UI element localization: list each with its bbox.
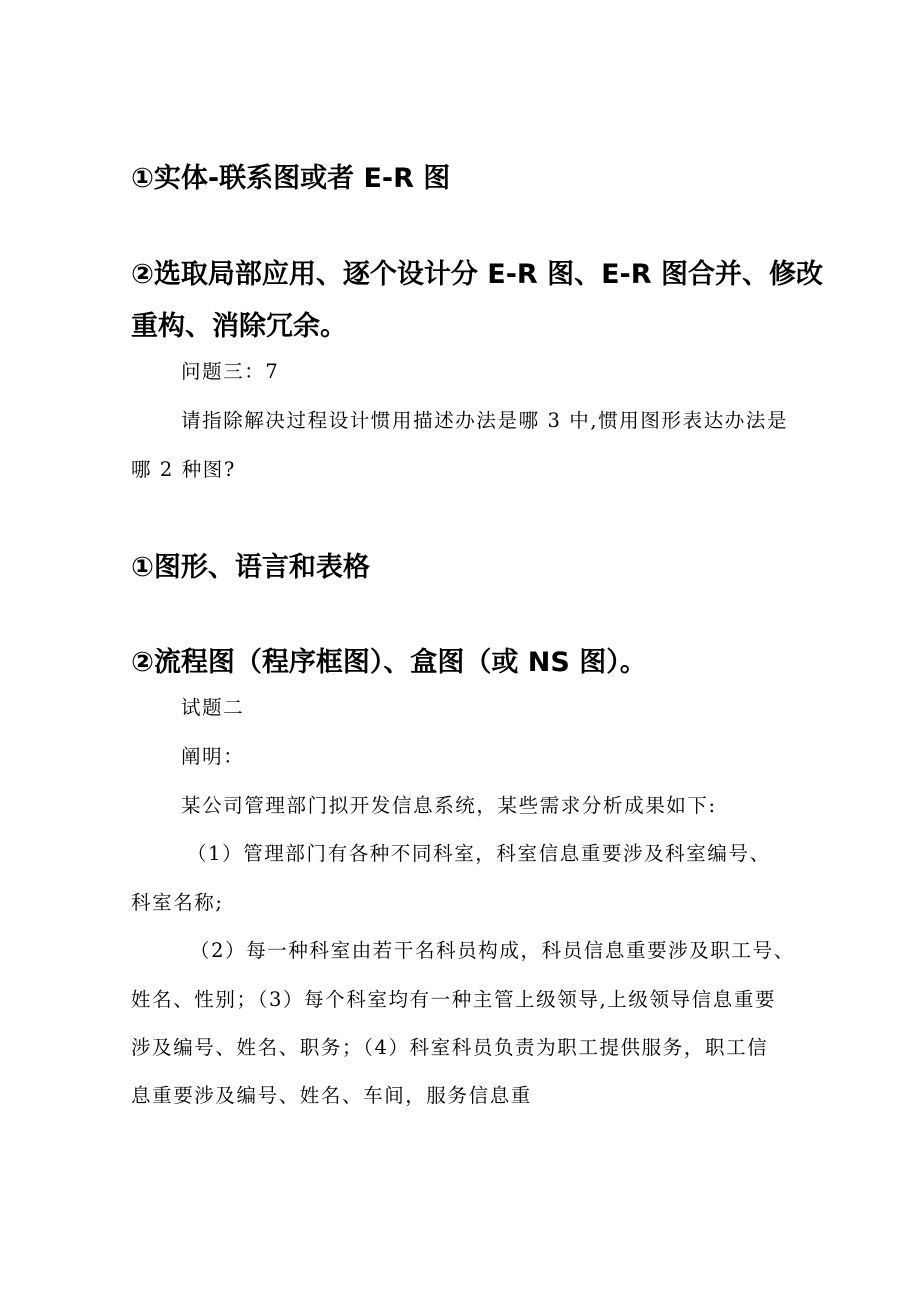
answer-design-steps-line2: 重构、消除冗余。 bbox=[131, 311, 347, 342]
answer-design-steps-line1: ②选取局部应用、逐个设计分 E-R 图、E-R 图合并、修改 bbox=[131, 259, 823, 290]
answer-er-diagram: ①实体-联系图或者 E-R 图 bbox=[131, 163, 451, 194]
requirement-item2-line3: 涉及编号、姓名、职务；（4）科室科员负责为职工提供服务，职工信 bbox=[131, 1036, 769, 1059]
exam-two-intro: 某公司管理部门拟开发信息系统，某些需求分析成果如下: bbox=[181, 794, 717, 817]
answer-graphic-methods: ②流程图（程序框图）、盒图（或 NS 图）。 bbox=[131, 647, 647, 678]
requirement-item1-line2: 科室名称; bbox=[131, 891, 224, 914]
question-three-prompt-line2: 哪 2 种图? bbox=[131, 458, 236, 481]
question-three-prompt-line1: 请指除解决过程设计惯用描述办法是哪 3 中,惯用图形表达办法是 bbox=[181, 409, 789, 432]
question-three-title: 问题三：7 bbox=[181, 360, 280, 383]
exam-two-title: 试题二 bbox=[181, 696, 245, 719]
requirement-item2-line1: （2）每一种科室由若干名科员构成，科员信息重要涉及职工号、 bbox=[190, 939, 795, 962]
requirement-item2-line4: 息重要涉及编号、姓名、车间，服务信息重 bbox=[131, 1084, 532, 1107]
requirement-item2-line2: 姓名、性别；（3）每个科室均有一种主管上级领导,上级领导信息重要 bbox=[131, 988, 777, 1011]
answer-description-methods: ①图形、语言和表格 bbox=[131, 552, 370, 583]
requirement-item1-line1: （1）管理部门有各种不同科室，科室信息重要涉及科室编号、 bbox=[187, 842, 771, 865]
exam-two-intro-label: 阐明： bbox=[181, 745, 245, 768]
